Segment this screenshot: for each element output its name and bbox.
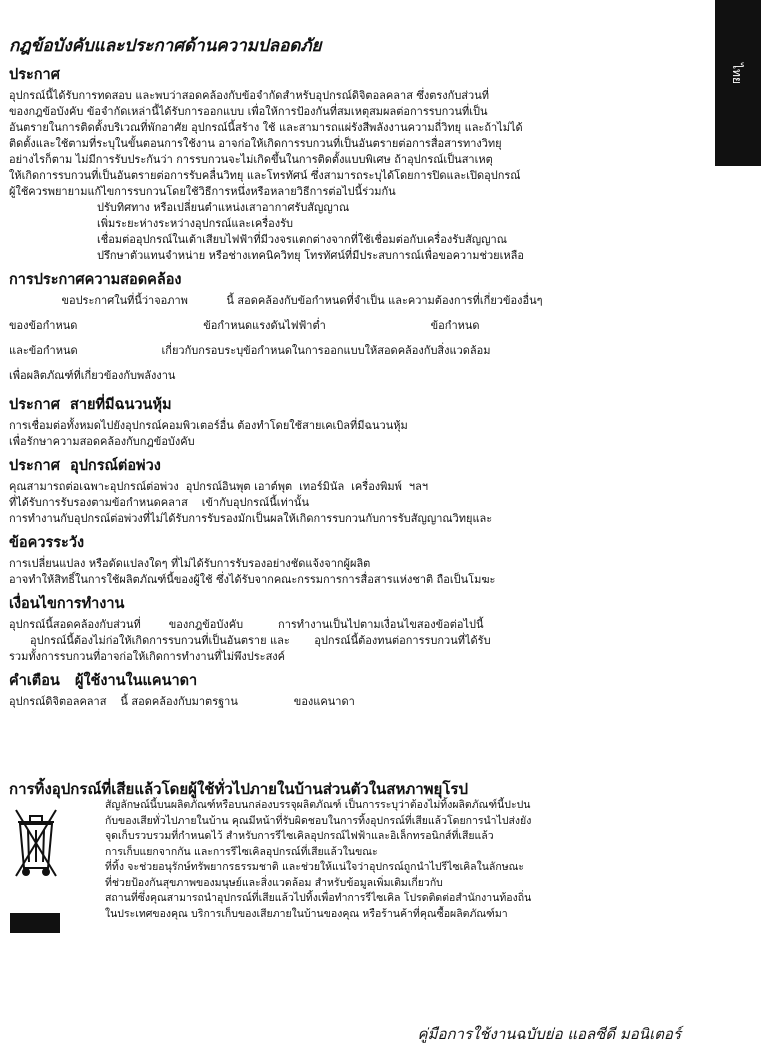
conformity-line: และข้อกำหนด เกี่ยวกับกรอบระบุข้อกำหนดในการออกแบบให้สอดคล้องกับสิ่งแวดล้อม (9, 344, 491, 357)
notice-line: ของกฎข้อบังคับ ข้อจำกัดเหล่านี้ได้รับการออกแบบ เพื่อให้การป้องกันที่สมเหตุสมผลต่อการรบกวนที่เป็น (9, 105, 488, 118)
notice-line: อันตรายในการติดตั้งบริเวณที่พักอาศัย อุปกรณ์นี้สร้าง ใช้ และสามารถแผ่รังสีพลังงานความถี่วิทยุ และถ้าไม่ได้ (9, 121, 523, 134)
conformity-line: ของข้อกำหนด ข้อกำหนดแรงดันไฟฟ้าต่ำ ข้อกำหนด (9, 319, 480, 332)
weee-black-bar (10, 913, 60, 933)
section-canada-warning (9, 669, 699, 710)
notice-bullet: เพิ่มระยะห่างระหว่างอุปกรณ์และเครื่องรับ (97, 217, 294, 230)
weee-line: การเก็บแยกจากกัน และการรีไซเคิลอุปกรณ์ที่เสียแล้วในขณะ (105, 845, 378, 858)
section-operating-conditions (9, 592, 699, 665)
peripheral-line: ที่ได้รับการรับรองตามข้อกำหนดคลาส เข้ากับอุปกรณ์นี้เท่านั้น (9, 496, 309, 509)
weee-line: ที่ช่วยป้องกันสุขภาพของมนุษย์และสิ่งแวดล้อม สำหรับข้อมูลเพิ่มเติมเกี่ยวกับ (105, 876, 443, 889)
conditions-line: อุปกรณ์นี้ต้องไม่ก่อให้เกิดการรบกวนที่เป็นอันตราย และ อุปกรณ์นี้ต้องทนต่อการรบกวนที่ได้รับ (9, 634, 491, 647)
weee-title: การทิ้งอุปกรณ์ที่เสียแล้วโดยผู้ใช้ทั่วไปภายในบ้านส่วนตัวในสหภาพยุโรป (9, 780, 468, 798)
language-tab (715, 0, 761, 166)
peripheral-line: การทำงานกับอุปกรณ์ต่อพ่วงที่ไม่ได้รับการรับรองมักเป็นผลให้เกิดการรบกวนกับการรับสัญญาณวิทยุและ (9, 512, 493, 525)
notice-line: ติดตั้งและใช้ตามที่ระบุในขั้นตอนการใช้งาน อาจก่อให้เกิดการรบกวนที่เป็นอันตรายต่อการสื่อสารทางวิทยุ (9, 137, 502, 150)
conditions-line: อุปกรณ์นี้สอดคล้องกับส่วนที่ ของกฎข้อบังคับ การทำงานเป็นไปตามเงื่อนไขสองข้อต่อไปนี้ (9, 618, 484, 631)
shielded-line: เพื่อรักษาความสอดคล้องกับกฎข้อบังคับ (9, 435, 195, 448)
notice-bullet: เชื่อมต่ออุปกรณ์ในเต้าเสียบไฟฟ้าที่มีวงจรแตกต่างจากที่ใช้เชื่อมต่อกับเครื่องรับสัญญาณ (97, 233, 507, 246)
notice-line: อุปกรณ์นี้ได้รับการทดสอบ และพบว่าสอดคล้องกับข้อจำกัดสำหรับอุปกรณ์ดิจิตอลคลาส ซึ่งตรงกับส่วนที่ (9, 89, 489, 102)
footer-title: คู่มือการใช้งานฉบับย่อ แอลซีดี มอนิเตอร์ (417, 1025, 681, 1043)
section-caution (9, 531, 699, 588)
section-title: ประกาศ สายที่มีฉนวนหุ้ม (9, 397, 172, 413)
section-shielded-cables (9, 393, 699, 450)
section-title: การประกาศความสอดคล้อง (9, 272, 182, 288)
caution-line: การเปลี่ยนแปลง หรือดัดแปลงใดๆ ที่ไม่ได้รับการรับรองอย่างชัดแจ้งจากผู้ผลิต (9, 557, 371, 570)
section-title: ข้อควรระวัง (9, 535, 85, 551)
document-body (9, 32, 699, 710)
shielded-line: การเชื่อมต่อทั้งหมดไปยังอุปกรณ์คอมพิวเตอร์อื่น ต้องทำโดยใช้สายเคเบิลที่มีฉนวนหุ้ม (9, 419, 408, 432)
section-peripherals (9, 454, 699, 527)
caution-line: อาจทำให้สิทธิ์ในการใช้ผลิตภัณฑ์นี้ของผู้ใช้ ซึ่งได้รับจากคณะกรรมการการสื่อสารแห่งชาติ ถือเป็นโมฆะ (9, 573, 496, 586)
peripheral-line: คุณสามารถต่อเฉพาะอุปกรณ์ต่อพ่วง อุปกรณ์อินพุต เอาต์พุต เทอร์มินัล เครื่องพิมพ์ ฯลฯ (9, 480, 429, 493)
conditions-line: รวมทั้งการรบกวนที่อาจก่อให้เกิดการทำงานที่ไม่พึงประสงค์ (9, 650, 286, 663)
section-title: ประกาศ อุปกรณ์ต่อพ่วง (9, 458, 161, 474)
notice-bullet: ปรับทิศทาง หรือเปลี่ยนตำแหน่งเสาอากาศรับสัญญาณ (97, 201, 350, 214)
notice-line: อย่างไรก็ตาม ไม่มีการรับประกันว่า การรบกวนจะไม่เกิดขึ้นในการติดตั้งแบบพิเศษ ถ้าอุปกรณ์เป็นสาเหตุ (9, 153, 493, 166)
conformity-line: ขอประกาศในที่นี้ว่าจอภาพ นี้ สอดคล้องกับข้อกำหนดที่จำเป็น และความต้องการที่เกี่ยวข้องอื่นๆ (9, 294, 543, 307)
section-notice (9, 63, 699, 264)
notice-bullet: ปรึกษาตัวแทนจำหน่าย หรือช่างเทคนิควิทยุ โทรทัศน์ที่มีประสบการณ์เพื่อขอความช่วยเหลือ (97, 249, 524, 262)
weee-line: สถานที่ซึ่งคุณสามารถนำอุปกรณ์ที่เสียแล้วไปทิ้งเพื่อทำการรีไซเคิล โปรดติดต่อสำนักงานท้องถิ่น (105, 892, 532, 904)
weee-line: กับของเสียทั่วไปภายในบ้าน คุณมีหน้าที่รับผิดชอบในการทิ้งอุปกรณ์ที่เสียแล้วโดยการนำไปส่งยัง (105, 814, 532, 827)
weee-line: สัญลักษณ์นี้บนผลิตภัณฑ์หรือบนกล่องบรรจุผลิตภัณฑ์ เป็นการระบุว่าต้องไม่ทิ้งผลิตภัณฑ์นี้ปะปน (105, 799, 531, 811)
weee-line: ในประเทศของคุณ บริการเก็บของเสียภายในบ้านของคุณ หรือร้านค้าที่คุณซื้อผลิตภัณฑ์มา (105, 907, 508, 920)
weee-text (105, 798, 665, 922)
crossed-out-wheelie-bin-icon (10, 800, 60, 935)
page-title: กฎข้อบังคับและประกาศด้านความปลอดภัย (9, 36, 322, 56)
notice-line: ผู้ใช้ควรพยายามแก้ไขการรบกวนโดยใช้วิธีการหนึ่งหรือหลายวิธีการต่อไปนี้ร่วมกัน (9, 185, 396, 198)
canada-line: อุปกรณ์ดิจิตอลคลาส นี้ สอดคล้องกับมาตรฐาน ของแคนาดา (9, 695, 355, 708)
weee-line: ที่ทิ้ง จะช่วยอนุรักษ์ทรัพยากรธรรมชาติ และช่วยให้แน่ใจว่าอุปกรณ์ถูกนำไปรีไซเคิลในลักษณะ (105, 861, 525, 873)
section-conformity (9, 268, 699, 384)
section-title: เงื่อนไขการทำงาน (9, 596, 125, 612)
section-title: คำเตือน ผู้ใช้งานในแคนาดา (9, 673, 198, 689)
conformity-line: เพื่อผลิตภัณฑ์ที่เกี่ยวข้องกับพลังงาน (9, 369, 176, 382)
language-tab-label: ไทย (730, 63, 744, 84)
section-title: ประกาศ (9, 67, 60, 83)
weee-line: จุดเก็บรวบรวมที่กำหนดไว้ สำหรับการรีไซเคิลอุปกรณ์ไฟฟ้าและอิเล็กทรอนิกส์ที่เสียแล้ว (105, 830, 494, 842)
notice-line: ให้เกิดการรบกวนที่เป็นอันตรายต่อการรับคลื่นวิทยุ และโทรทัศน์ ซึ่งสามารถระบุได้โดยการปิดและเปิดอุปกรณ์ (9, 169, 521, 182)
